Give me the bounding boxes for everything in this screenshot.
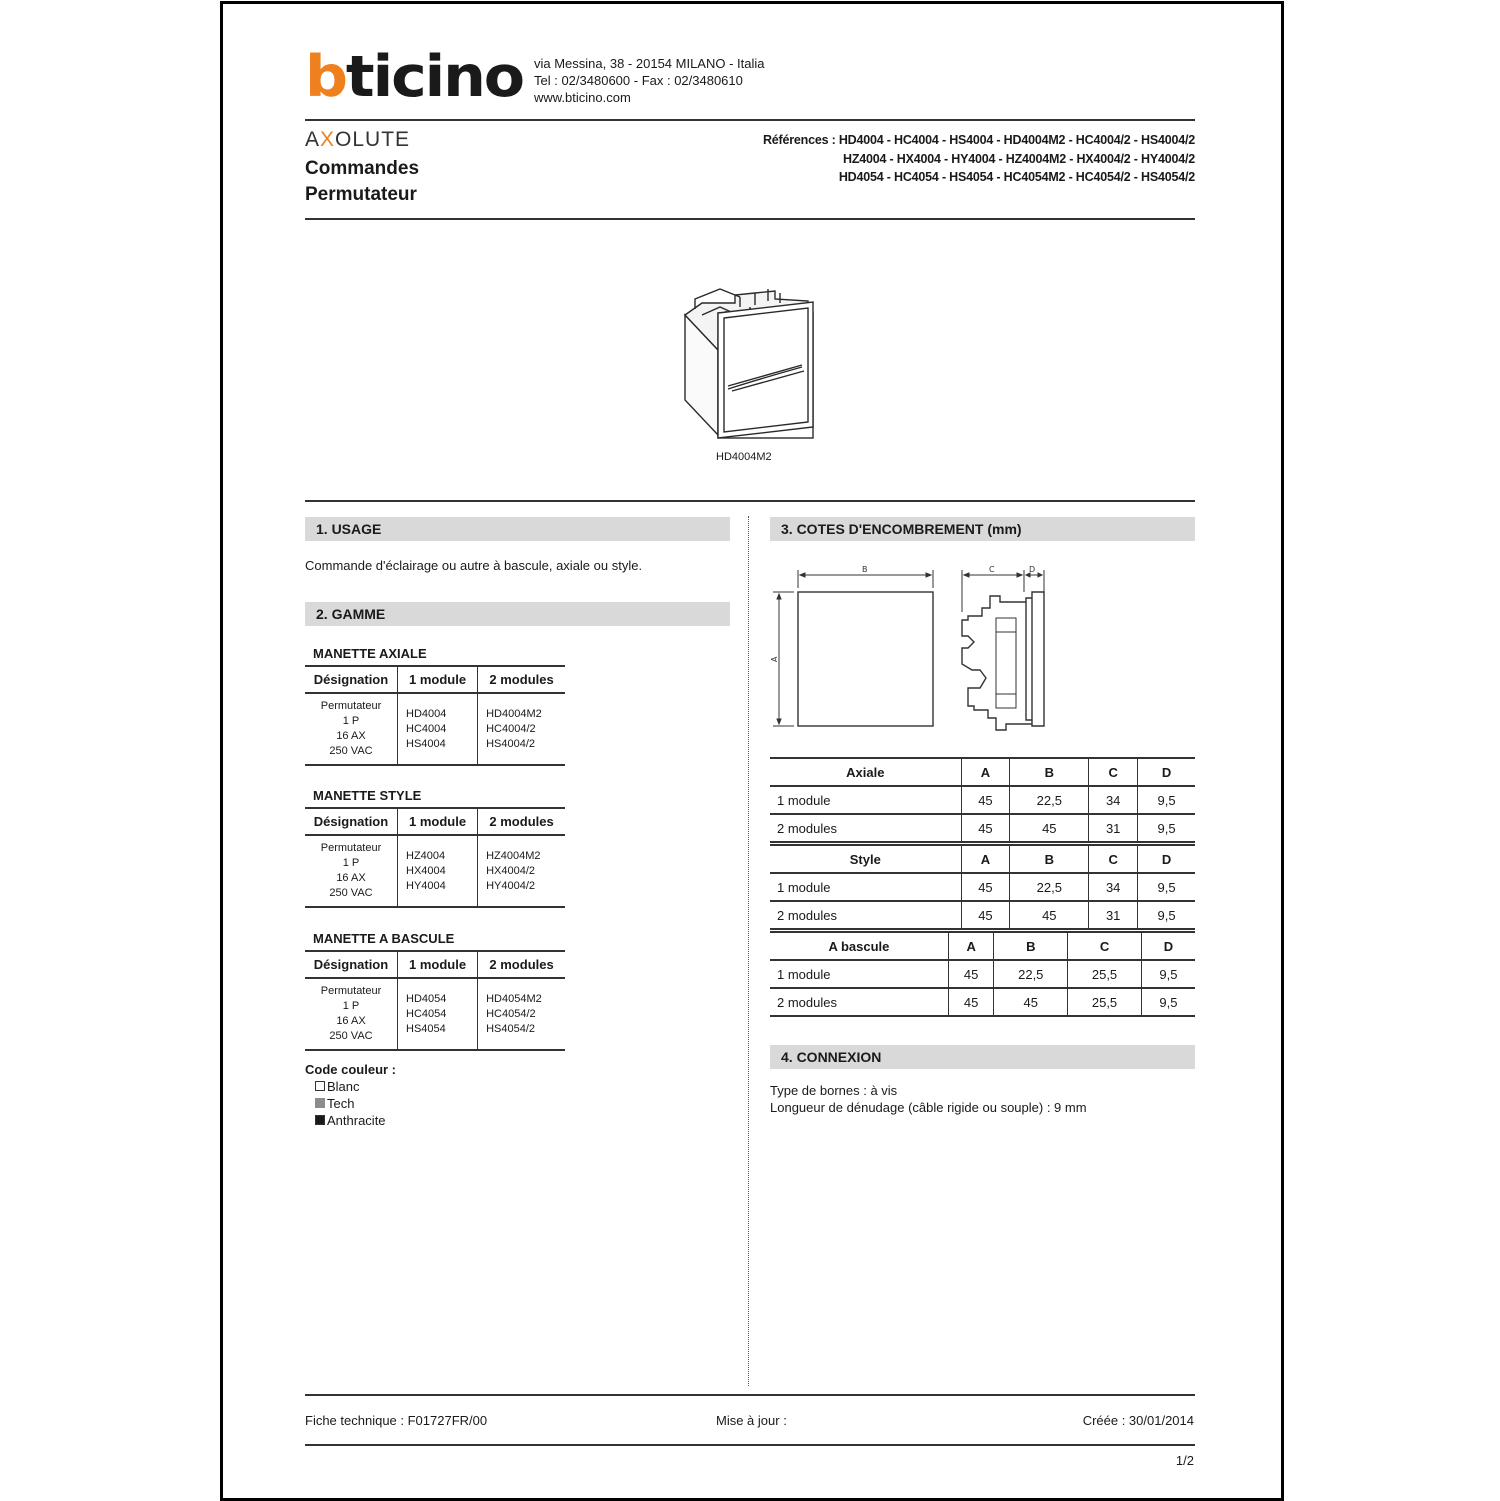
table-row: 1 module 45 22,5 34 9,5 xyxy=(770,786,1195,814)
date-creee: Créée : 30/01/2014 xyxy=(1082,1413,1194,1428)
company-address xyxy=(534,55,765,106)
product-illustration xyxy=(680,285,820,445)
column-header: Désignation xyxy=(305,666,398,693)
one-module-cell: HD4004 HC4004 HS4004 xyxy=(398,693,478,765)
divider xyxy=(305,119,1195,121)
table-name: Axiale xyxy=(770,758,961,786)
column-header: Désignation xyxy=(305,808,398,835)
column-header: C xyxy=(1089,758,1138,786)
bticino-logo xyxy=(305,52,523,100)
gamme-table-title: MANETTE AXIALE xyxy=(313,646,427,661)
column-header: 2 modules xyxy=(478,951,565,978)
references-line: Références : HD4004 - HC4004 - HS4004 - HD4004M2 - HC4004/2 - HS4004/2 xyxy=(762,133,1195,147)
table-name: Style xyxy=(770,845,961,873)
column-header: D xyxy=(1141,932,1195,960)
dimension-label-d: D xyxy=(1029,565,1036,574)
fiche-technique: Fiche technique : F01727FR/00 xyxy=(305,1413,488,1428)
two-modules-cell: HZ4004M2 HX4004/2 HY4004/2 xyxy=(478,835,565,907)
section-heading-usage: 1. USAGE xyxy=(305,517,730,541)
column-header: D xyxy=(1138,758,1195,786)
column-header: D xyxy=(1138,845,1195,873)
table-row: 2 modules 45 45 31 9,5 xyxy=(770,814,1195,842)
column-header: 1 module xyxy=(398,666,478,693)
designation-cell: Permutateur 1 P 16 AX 250 VAC xyxy=(305,835,398,907)
table-row: 1 module 45 22,5 25,5 9,5 xyxy=(770,960,1195,988)
column-header: 1 module xyxy=(398,808,478,835)
one-module-cell: HZ4004 HX4004 HY4004 xyxy=(398,835,478,907)
white-square-icon xyxy=(315,1081,325,1091)
mise-a-jour: Mise à jour : xyxy=(716,1413,787,1428)
column-separator xyxy=(748,516,749,1386)
column-header: A xyxy=(961,758,1010,786)
color-item-tech: Tech xyxy=(305,1095,396,1112)
table-row xyxy=(305,978,565,1050)
two-modules-cell: HD4054M2 HC4054/2 HS4054/2 xyxy=(478,978,565,1050)
axolute-brand: AXOLUTE xyxy=(305,128,411,151)
gamme-table-title: MANETTE STYLE xyxy=(313,788,422,803)
grey-square-icon xyxy=(315,1098,325,1108)
title-line-1: Commandes xyxy=(305,158,420,179)
column-header: A xyxy=(961,845,1010,873)
dimension-label-b: B xyxy=(862,565,868,574)
phone-fax-line: Tel : 02/3480600 - Fax : 02/3480610 xyxy=(534,73,743,88)
color-code-legend xyxy=(305,1061,396,1129)
column-header: A xyxy=(948,932,994,960)
color-item-blanc: Blanc xyxy=(305,1078,396,1095)
address-line: via Messina, 38 - 20154 MILANO - Italia xyxy=(534,56,765,71)
document-title xyxy=(305,156,419,208)
designation-cell: Permutateur 1 P 16 AX 250 VAC xyxy=(305,693,398,765)
gamme-table-axiale xyxy=(305,665,565,766)
table-row: 2 modules 45 45 25,5 9,5 xyxy=(770,988,1195,1016)
usage-text: Commande d'éclairage ou autre à bascule, axiale ou style. xyxy=(305,558,643,573)
color-item-anthracite: Anthracite xyxy=(305,1112,396,1129)
gamme-table-style xyxy=(305,807,565,908)
column-header: C xyxy=(1068,932,1142,960)
product-caption: HD4004M2 xyxy=(716,451,772,463)
gamme-table-title: MANETTE A BASCULE xyxy=(313,931,455,946)
one-module-cell: HD4054 HC4054 HS4054 xyxy=(398,978,478,1050)
website-line: www.bticino.com xyxy=(534,90,631,105)
dimension-diagram xyxy=(770,562,1070,732)
column-header: Désignation xyxy=(305,951,398,978)
title-line-2: Permutateur xyxy=(305,184,417,205)
table-row xyxy=(305,835,565,907)
references-line: HD4054 - HC4054 - HS4054 - HC4054M2 - HC4054/2 - HS4054/2 xyxy=(838,170,1195,184)
column-header: 2 modules xyxy=(478,808,565,835)
connexion-line: Type de bornes : à vis xyxy=(770,1083,898,1098)
dims-table-style xyxy=(770,844,1195,930)
column-header: 2 modules xyxy=(478,666,565,693)
references-line: HZ4004 - HX4004 - HY4004 - HZ4004M2 - HX4004/2 - HY4004/2 xyxy=(843,151,1195,166)
table-row: 2 modules 45 45 31 9,5 xyxy=(770,901,1195,929)
dimension-label-c: C xyxy=(989,565,995,574)
dims-table-axiale xyxy=(770,757,1195,843)
designation-cell: Permutateur 1 P 16 AX 250 VAC xyxy=(305,978,398,1050)
column-header: B xyxy=(1010,758,1089,786)
color-code-title: Code couleur : xyxy=(305,1062,397,1077)
references xyxy=(763,131,1195,187)
black-square-icon xyxy=(315,1115,325,1125)
table-row xyxy=(305,693,565,765)
section-heading-gamme: 2. GAMME xyxy=(305,602,730,626)
page-number: 1/2 xyxy=(1175,1453,1194,1468)
connexion-text xyxy=(770,1082,1087,1116)
column-header: 1 module xyxy=(398,951,478,978)
section-heading-cotes: 3. COTES D'ENCOMBREMENT (mm) xyxy=(770,517,1195,541)
divider xyxy=(305,1394,1195,1396)
divider xyxy=(305,500,1195,502)
column-header: B xyxy=(994,932,1068,960)
gamme-table-bascule xyxy=(305,950,565,1051)
table-row: 1 module 45 22,5 34 9,5 xyxy=(770,873,1195,901)
connexion-line: Longueur de dénudage (câble rigide ou souple) : 9 mm xyxy=(770,1100,1087,1115)
column-header: C xyxy=(1089,845,1138,873)
dims-table-bascule xyxy=(770,931,1195,1017)
svg-text:bticino: bticino xyxy=(305,52,514,100)
two-modules-cell: HD4004M2 HC4004/2 HS4004/2 xyxy=(478,693,565,765)
divider xyxy=(305,1444,1195,1446)
dimension-label-a: A xyxy=(770,656,779,662)
table-name: A bascule xyxy=(770,932,948,960)
column-header: B xyxy=(1010,845,1089,873)
divider xyxy=(305,218,1195,220)
section-heading-connexion: 4. CONNEXION xyxy=(770,1045,1195,1069)
